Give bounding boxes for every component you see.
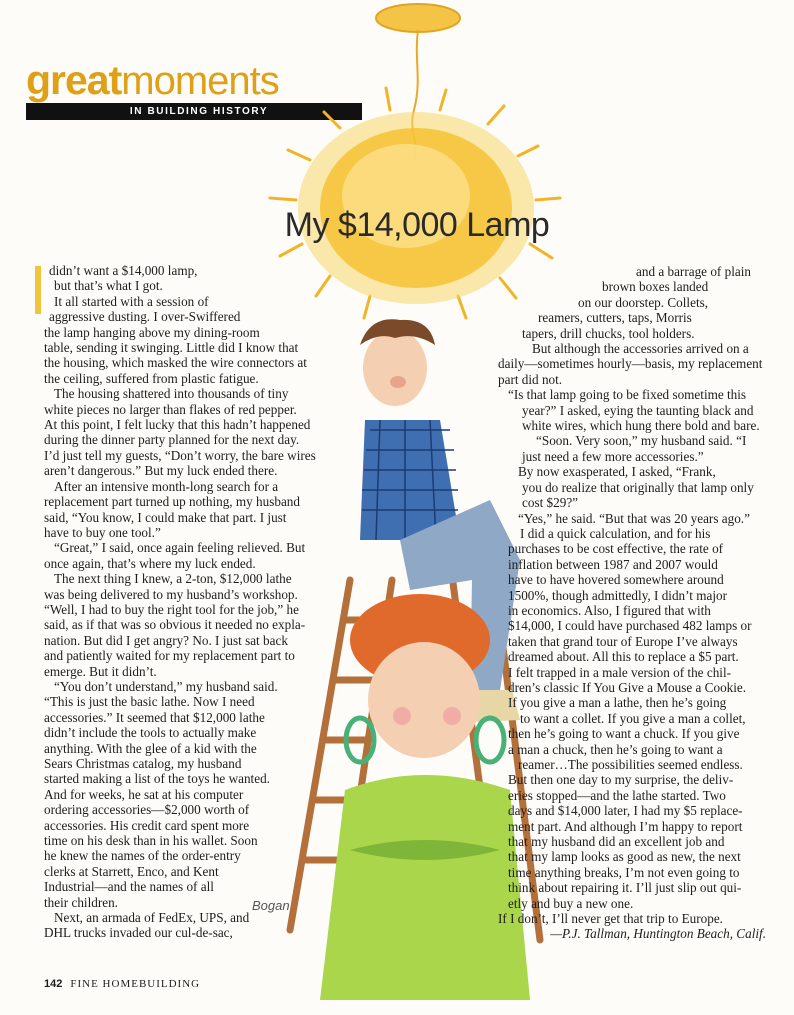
- right-text-line: time anything breaks, I’m not even going to: [508, 864, 740, 880]
- right-text-line: I felt trapped in a male version of the chil-: [508, 664, 732, 680]
- left-text-line: white pieces no larger than flakes of red pepper.: [44, 401, 297, 417]
- left-text-line: their children.: [44, 894, 118, 910]
- page-footer: [44, 978, 200, 990]
- left-text-line: After an intensive month-long search for a: [54, 478, 279, 494]
- right-text-line: ment part. And although I’m happy to report: [508, 818, 743, 834]
- left-text-line: said, as if that was so obvious it needed no expla-: [44, 617, 306, 633]
- left-text-line: didn’t include the tools to actually make: [44, 725, 257, 741]
- left-text-line: table, sending it swinging. Little did I know that: [44, 340, 299, 356]
- left-text-line: clerks at Starrett, Enco, and Kent: [44, 863, 219, 879]
- left-text-line: was being delivered to my husband’s workshop.: [44, 586, 298, 602]
- right-text-line: cost $29?”: [522, 495, 579, 511]
- left-text-line: I’d just tell my guests, “Don’t worry, the bare wires: [44, 447, 316, 463]
- right-text-line: tapers, drill chucks, tool holders.: [522, 325, 695, 341]
- publication-name: FINE HOMEBUILDING: [70, 978, 201, 990]
- right-text-line: dren’s classic If You Give a Mouse a Cookie.: [508, 679, 747, 695]
- left-text-line: said, “You know, I could make that part. I just: [44, 509, 287, 525]
- article-column-left: [44, 263, 316, 941]
- right-text-line: have to have hovered somewhere around: [508, 572, 724, 588]
- left-text-line: “Well, I had to buy the right tool for the job,” he: [44, 601, 299, 617]
- right-text-line: etly and buy a new one.: [508, 895, 634, 911]
- left-text-line: started making a list of the toys he wanted.: [44, 771, 270, 787]
- right-text-line: $14,000, I could have purchased 482 lamps or: [508, 618, 752, 634]
- left-text-line: “You don’t understand,” my husband said.: [54, 678, 278, 694]
- right-text-line: daily—sometimes hourly—basis, my replacement: [498, 356, 763, 372]
- right-text-line: to want a collet. If you give a man a collet,: [520, 710, 746, 726]
- left-text-line: emerge. But it didn’t.: [44, 663, 157, 679]
- left-text-line: accessories.” It seemed that $12,000 lathe: [44, 709, 265, 725]
- section-subtitle: IN BUILDING HISTORY: [129, 106, 269, 117]
- left-text-line: replacement part turned up nothing, my husband: [44, 494, 300, 510]
- left-column-text: [44, 263, 316, 941]
- left-text-line: have to buy one tool.”: [44, 524, 161, 540]
- right-text-line: white wires, which hung there bold and bare.: [522, 418, 760, 434]
- left-text-line: anything. With the glee of a kid with the: [44, 740, 257, 756]
- right-text-line: just need a few more accessories.”: [522, 448, 704, 464]
- right-text-line: “Is that lamp going to be fixed sometime this: [508, 387, 747, 403]
- section-title-moments: moments: [121, 59, 279, 103]
- left-text-line: “Great,” I said, once again feeling relieved. But: [54, 540, 306, 556]
- left-text-line: aren’t dangerous.” But my luck ended there.: [44, 463, 278, 479]
- left-text-line: didn’t want a $14,000 lamp,: [49, 263, 198, 278]
- left-text-line: nation. But did I get angry? No. I just sat back: [44, 632, 288, 648]
- page-number: 142: [44, 978, 63, 990]
- right-text-line: But then one day to my surprise, the deliv-: [508, 772, 734, 788]
- left-text-line: Next, an armada of FedEx, UPS, and: [54, 910, 250, 926]
- left-text-line: he knew the names of the order-entry: [44, 848, 241, 864]
- left-text-line: aggressive dusting. I over-Swiffered: [49, 309, 241, 325]
- left-text-line: the lamp hanging above my dining-room: [44, 324, 260, 340]
- left-text-line: the housing, which masked the wire connectors at: [44, 355, 307, 371]
- right-text-line: If you give a man a lathe, then he’s going: [508, 695, 727, 711]
- left-text-line: time on his desk than in his wallet. Soon: [44, 833, 258, 849]
- right-text-line: “Soon. Very soon,” my husband said. “I: [536, 433, 747, 449]
- author-signature: —P.J. Tallman, Huntington Beach, Calif.: [550, 926, 766, 942]
- right-text-line: think about repairing it. I’ll just slip out qui-: [508, 880, 742, 896]
- right-text-line: taken that grand tour of Europe I’ve always: [508, 633, 738, 649]
- left-text-line: At this point, I felt lucky that this hadn’t happened: [44, 417, 311, 433]
- left-text-line: DHL trucks invaded our cul-de-sac,: [44, 925, 233, 941]
- section-title-great: great: [26, 57, 122, 103]
- right-text-line: on our doorstep. Collets,: [578, 294, 709, 310]
- left-text-line: ordering accessories—$2,000 worth of: [44, 802, 250, 818]
- right-text-line: 1500%, though admittedly, I didn’t major: [508, 587, 728, 603]
- right-text-line: But although the accessories arrived on a: [532, 341, 749, 357]
- right-text-line: “Yes,” he said. “But that was 20 years ago.”: [518, 510, 750, 526]
- right-text-line: dreamed about. All this to replace a $5 part.: [508, 649, 739, 665]
- right-text-line: that my lamp looks as good as new, the next: [508, 849, 741, 865]
- right-text-line: you do realize that originally that lamp only: [522, 479, 754, 495]
- left-text-line: but that’s what I got.: [54, 278, 163, 294]
- right-text-line: purchases to be cost effective, the rate of: [508, 541, 724, 557]
- left-text-line: Sears Christmas catalog, my husband: [44, 756, 242, 771]
- right-text-line: If I don’t, I’ll never get that trip to Europe.: [498, 911, 723, 927]
- right-text-line: in economics. Also, I figured that with: [508, 602, 711, 618]
- right-text-line: days and $14,000 later, I had my $5 replace-: [508, 803, 743, 819]
- left-text-line: The next thing I knew, a 2-ton, $12,000 lathe: [54, 571, 292, 587]
- right-text-line: inflation between 1987 and 2007 would: [508, 556, 718, 572]
- right-text-line: part did not.: [498, 371, 563, 387]
- right-text-line: that my husband did an excellent job and: [508, 834, 725, 850]
- left-text-line: the ceiling, suffered from plastic fatigue.: [44, 370, 259, 386]
- right-column-text: [498, 264, 766, 926]
- article-column-right: [498, 264, 766, 942]
- right-text-line: a man a chuck, then he’s going to want a: [508, 741, 723, 757]
- left-text-line: during the dinner party planned for the next day.: [44, 432, 300, 448]
- drop-cap-bar: [35, 266, 41, 314]
- right-text-line: then he’s going to want a chuck. If you give: [508, 726, 740, 742]
- right-text-line: brown boxes landed: [602, 279, 709, 295]
- left-text-line: accessories. His credit card spent more: [44, 817, 250, 833]
- article-title: My $14,000 Lamp: [284, 206, 550, 244]
- left-text-line: It all started with a session of: [54, 293, 209, 309]
- left-text-line: And for weeks, he sat at his computer: [44, 786, 244, 802]
- right-text-line: year?” I asked, eying the taunting black and: [522, 402, 754, 418]
- left-text-line: The housing shattered into thousands of tiny: [54, 386, 289, 402]
- right-text-line: eries stopped—and the lathe started. Two: [508, 787, 726, 803]
- left-text-line: once again, that’s where my luck ended.: [44, 555, 256, 571]
- right-text-line: reamer…The possibilities seemed endless.: [518, 757, 743, 772]
- artist-signature: Bogan: [252, 898, 290, 913]
- right-text-line: reamers, cutters, taps, Morris: [538, 310, 692, 326]
- right-text-line: and a barrage of plain: [636, 264, 751, 279]
- left-text-line: Industrial—and the names of all: [44, 879, 214, 895]
- left-text-line: and patiently waited for my replacement part to: [44, 648, 295, 664]
- left-text-line: “This is just the basic lathe. Now I need: [44, 694, 255, 710]
- right-text-line: I did a quick calculation, and for his: [520, 525, 711, 541]
- right-text-line: By now exasperated, I asked, “Frank,: [518, 464, 716, 480]
